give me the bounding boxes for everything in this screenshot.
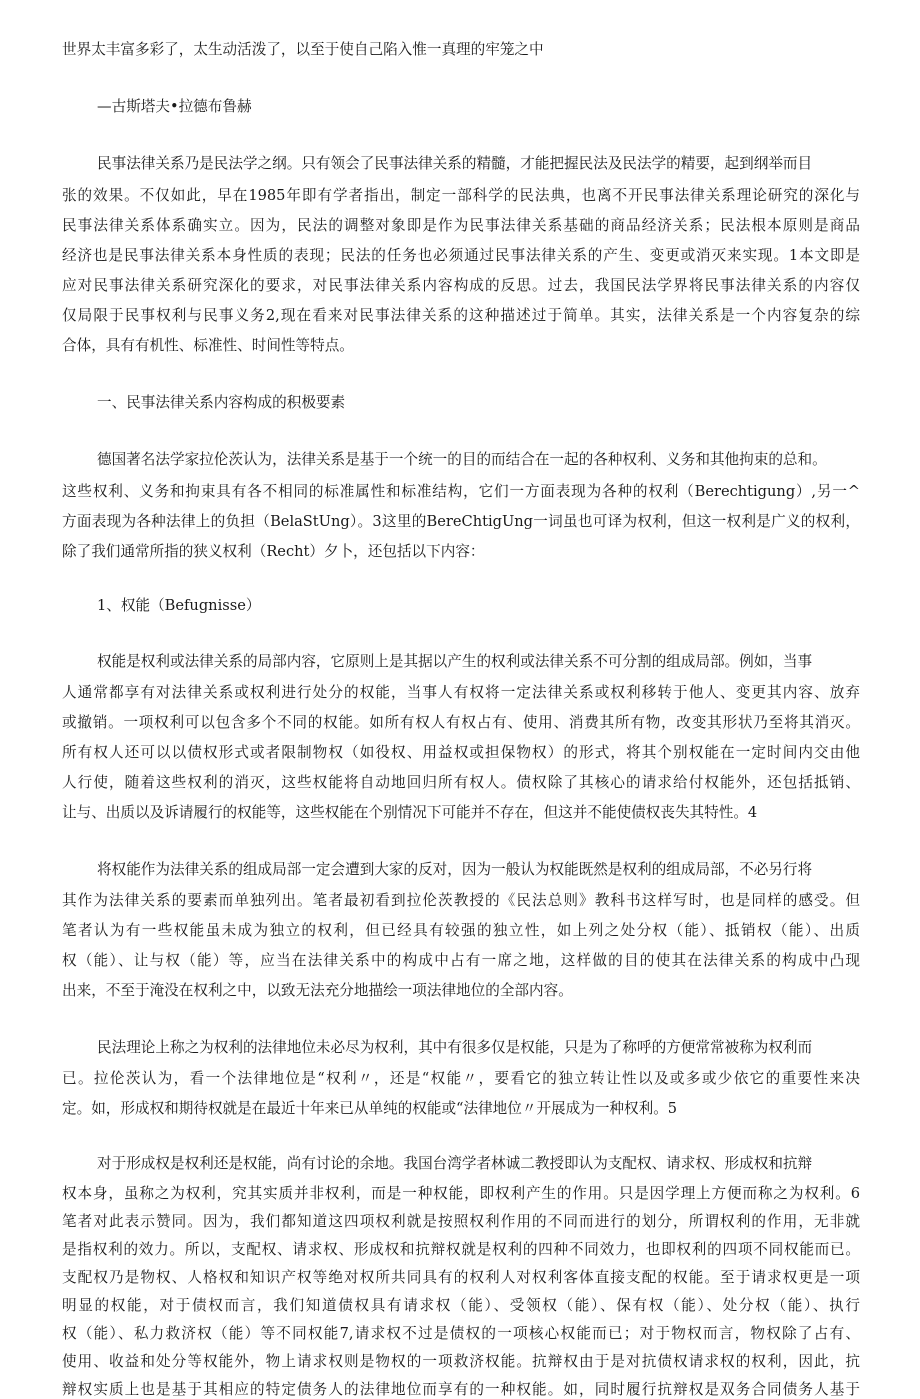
paragraph-line: 明显的权能，对于债权而言，我们知道债权具有请求权（能）、受领权（能）、保有权（能）、处分权（能）、执行 <box>62 1297 860 1314</box>
paragraph-line: 仅局限于民事权利与民事义务2,现在看来对民事法律关系的这种描述过于简单。其实，法律关系是一个内容复杂的综 <box>62 307 860 324</box>
paragraph-line: 民事法律关系乃是民法学之纲。只有领会了民事法律关系的精髓，才能把握民法及民法学的精要，起到纲举而目 <box>97 155 813 172</box>
paragraph-line: 定。如，形成权和期待权就是在最近十年来已从单纯的权能或“法律地位〃开展成为一种权利。5 <box>62 1100 678 1117</box>
paragraph-line: 这些权利、义务和拘束具有各不相同的标准属性和标准结构，它们一方面表现为各种的权利（Berechtigung）,另一^ <box>62 483 860 500</box>
paragraph-line: 或撤销。一项权利可以包含多个不同的权能。如所有权人有权占有、使用、消费其所有物，改变其形状乃至将其消灭。 <box>62 714 860 731</box>
paragraph-line: 笔者认为有一些权能虽未成为独立的权利，但已经具有较强的独立性，如上列之处分权（能）、抵销权（能）、出质 <box>62 922 860 939</box>
paragraph-line: 权（能）、私力救济权（能）等不同权能7,请求权不过是债权的一项核心权能而已；对于物权而言，物权除了占有、 <box>62 1325 860 1342</box>
paragraph-line: 权能是权利或法律关系的局部内容，它原则上是其据以产生的权利或法律关系不可分割的组成局部。例如，当事 <box>97 653 813 670</box>
subsection-heading: 1、权能（Befugnisse） <box>97 597 261 614</box>
paragraph-line: 支配权乃是物权、人格权和知识产权等绝对权所共同具有的权利人对权利客体直接支配的权能。至于请求权更是一项 <box>62 1269 860 1286</box>
paragraph-line: 德国著名法学家拉伦茨认为，法律关系是基于一个统一的目的而结合在一起的各种权利、义务和其他拘束的总和。 <box>97 451 827 468</box>
paragraph-line: 对于形成权是权利还是权能，尚有讨论的余地。我国台湾学者林诚二教授即认为支配权、请求权、形成权和抗辩 <box>97 1155 813 1172</box>
paragraph-line: 民事法律关系体系确实立。因为，民法的调整对象即是作为民事法律关系基础的商品经济关系；民法根本原则是商品 <box>62 217 860 234</box>
paragraph-line: 是指权利的效力。所以，支配权、请求权、形成权和抗辩权就是权利的四种不同效力，也即权利的四项不同权能而已。 <box>62 1241 860 1258</box>
paragraph-line: 经济也是民事法律关系本身性质的表现；民法的任务也必须通过民事法律关系的产生、变更或消灭来实现。1本文即是 <box>62 247 860 264</box>
paragraph-line: 其作为法律关系的要素而单独列出。笔者最初看到拉伦茨教授的《民法总则》教科书这样写时，也是同样的感受。但 <box>62 892 860 909</box>
paragraph-line: 人通常都享有对法律关系或权利进行处分的权能，当事人有权将一定法律关系或权利移转于他人、变更其内容、放弃 <box>62 684 860 701</box>
paragraph-line: 应对民事法律关系研究深化的要求，对民事法律关系内容构成的反思。过去，我国民法学界将民事法律关系的内容仅 <box>62 277 860 294</box>
paragraph-line: 将权能作为法律关系的组成局部一定会遭到大家的反对，因为一般认为权能既然是权利的组成局部，不必另行将 <box>97 861 813 878</box>
epigraph-quote: 世界太丰富多彩了，太生动活泼了，以至于使自己陷入惟一真理的牢笼之中 <box>62 41 544 58</box>
paragraph-line: 使用、收益和处分等权能外，物上请求权则是物权的一项救济权能。抗辩权由于是对抗债权请求权的权利，因此，抗 <box>62 1353 860 1370</box>
paragraph-line: 让与、出质以及诉请履行的权能等，这些权能在个别情况下可能并不存在，但这并不能使债权丧失其特性。4 <box>62 804 758 821</box>
paragraph-line: 笔者对此表示赞同。因为，我们都知道这四项权利就是按照权利作用的不同而进行的划分，所谓权利的作用，无非就 <box>62 1213 860 1230</box>
paragraph-line: 方面表现为各种法律上的负担（BelaStUng）。3这里的BereChtigUng一词虽也可译为权利，但这一权利是广义的权利， <box>62 513 860 530</box>
paragraph-line: 除了我们通常所指的狭义权利（Recht）夕卜，还包括以下内容： <box>62 543 485 560</box>
epigraph-author: —古斯塔夫•拉德布鲁赫 <box>97 98 252 115</box>
paragraph-line: 出来，不至于淹没在权利之中，以致无法充分地描绘一项法律地位的全部内容。 <box>62 982 573 999</box>
paragraph-line: 合体，具有有机性、标准性、时间性等特点。 <box>62 337 354 354</box>
section-heading: 一、民事法律关系内容构成的积极要素 <box>97 394 346 411</box>
paragraph-line: 人行使，随着这些权利的消灭，这些权能将自动地回归所有权人。债权除了其核心的请求给付权能外，还包括抵销、 <box>62 774 860 791</box>
paragraph-line: 民法理论上称之为权利的法律地位未必尽为权利，其中有很多仅是权能，只是为了称呼的方便常常被称为权利而 <box>97 1039 813 1056</box>
paragraph-line: 张的效果。不仅如此，早在1985年即有学者指出，制定一部科学的民法典，也离不开民事法律关系理论研究的深化与 <box>62 187 860 204</box>
paragraph-line: 已。拉伦茨认为，看一个法律地位是“权利〃，还是“权能〃，要看它的独立转让性以及或多或少依它的重要性来决 <box>62 1070 860 1087</box>
paragraph-line: 所有权人还可以以债权形式或者限制物权（如役权、用益权或担保物权）的形式，将其个别权能在一定时间内交由他 <box>62 744 860 761</box>
paragraph-line: 辩权实质上也是基于其相应的特定债务人的法律地位而享有的一种权能。如，同时履行抗辩权是双务合同债务人基于 <box>62 1381 860 1398</box>
paragraph-line: 权（能）、让与权（能）等，应当在法律关系中的构成中占有一席之地，这样做的目的使其在法律关系的构成中凸现 <box>62 952 860 969</box>
paragraph-line: 权本身，虽称之为权利，究其实质并非权利，而是一种权能，即权利产生的作用。只是因学理上方便而称之为权利。6 <box>62 1185 860 1202</box>
